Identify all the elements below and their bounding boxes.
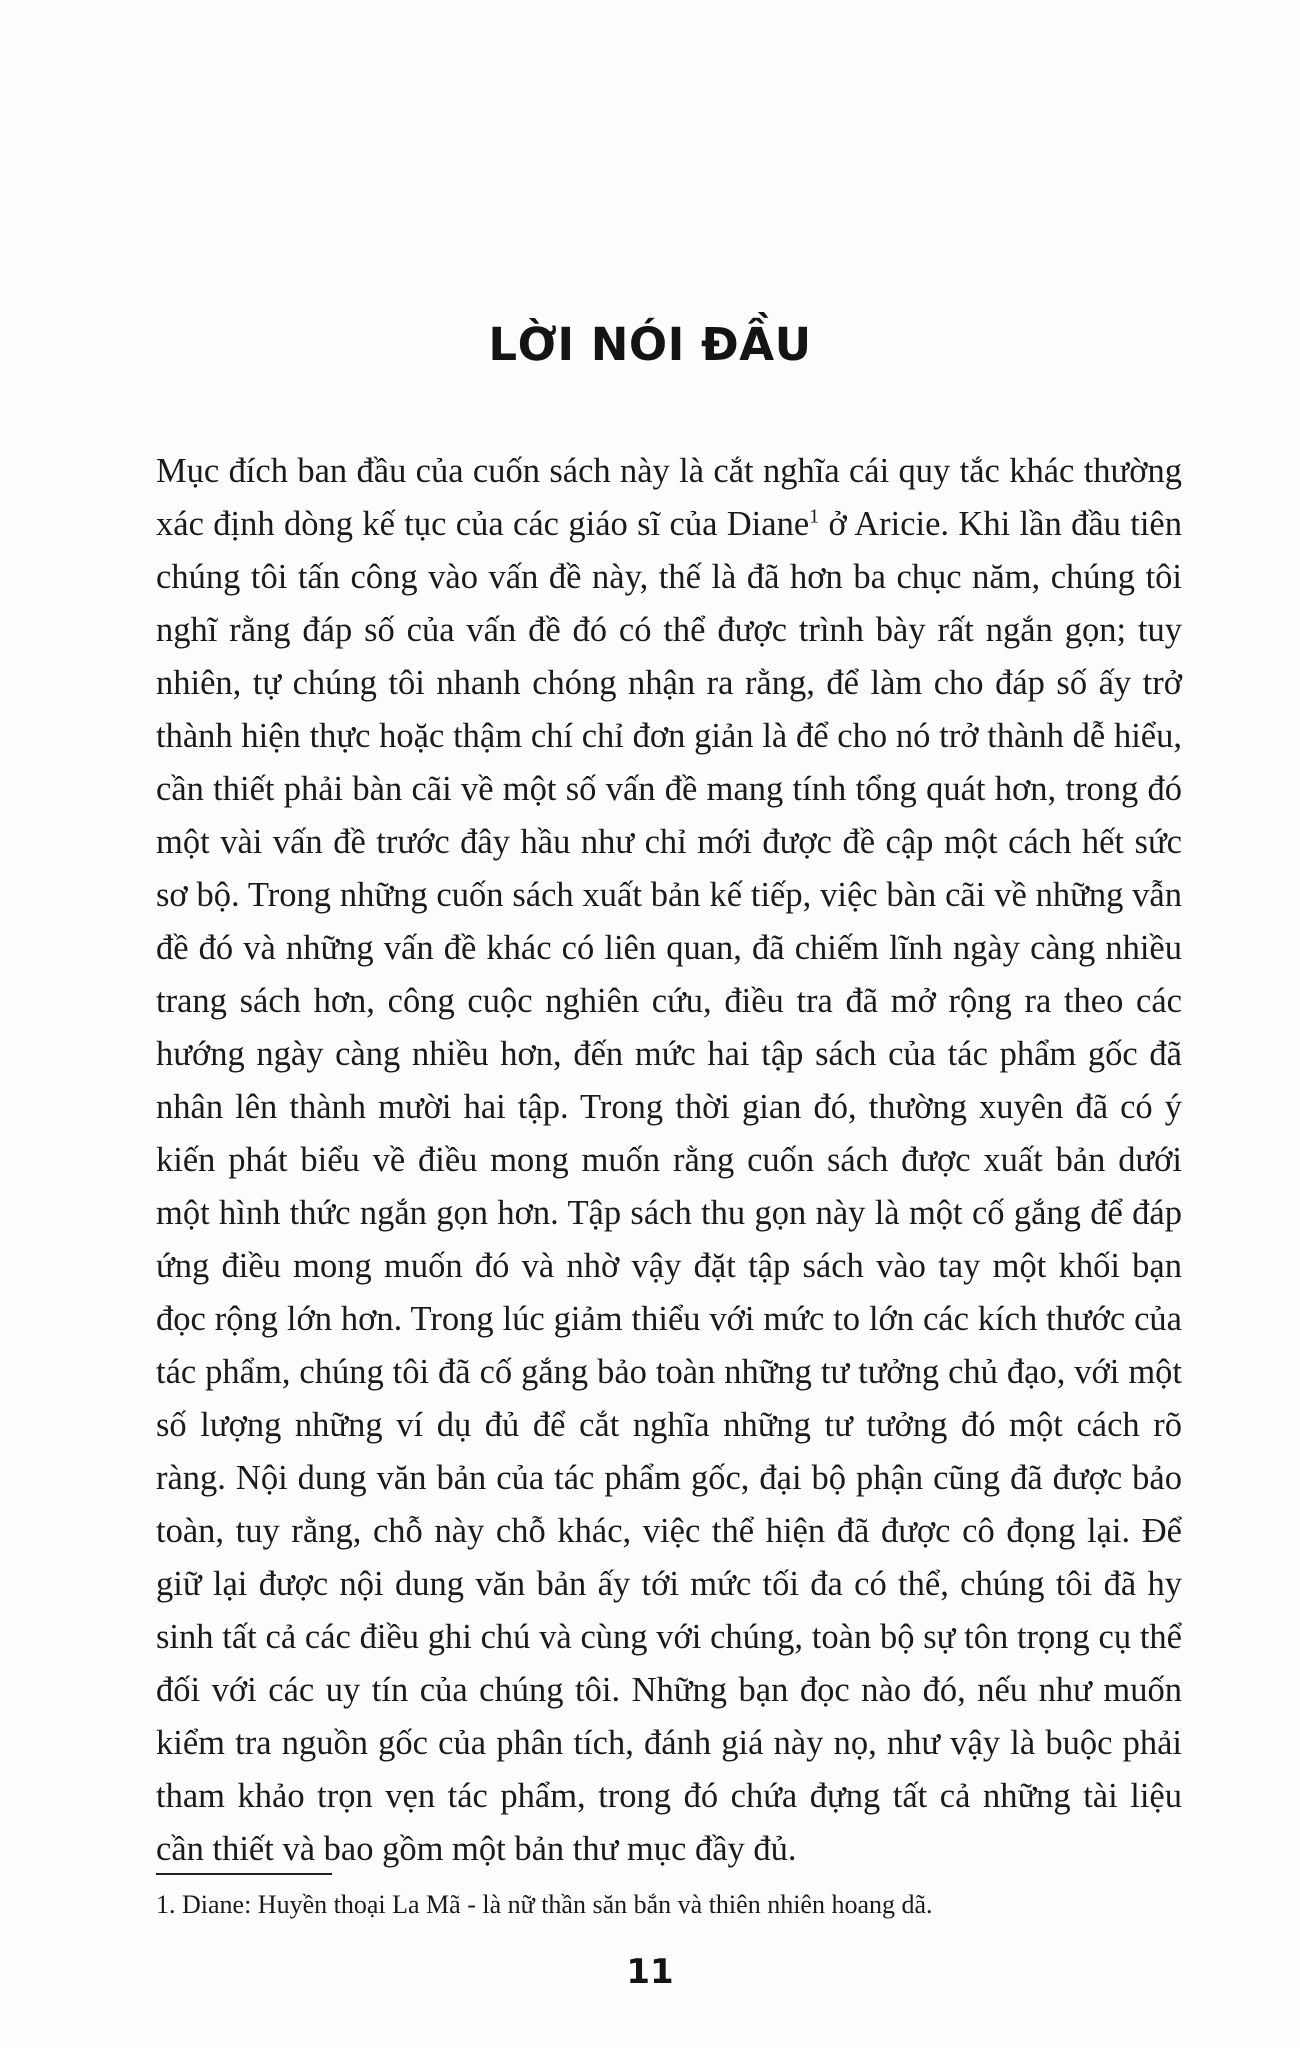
footnote-divider (156, 1873, 332, 1875)
body-paragraph (156, 445, 1182, 1876)
paragraph-text-rest: ở Aricie. Khi lần đầu tiên chúng tôi tấn công vào vấn đề này, thế là đã hơn ba chục năm, chúng tôi nghĩ rằng đáp số của vấn đề đó có thể được trình bày rất ngắn gọn; tuy nhiên, tự chúng tôi nhanh chóng nhận ra rằng, để làm cho đáp số ấy trở thành hiện thực hoặc thậm chí chỉ đơn giản là để cho nó trở thành dễ hiểu, cần thiết phải bàn cãi về một số vấn đề mang tính tổng quát hơn, trong đó một vài vấn đề trước đây hầu như chỉ mới được đề cập một cách hết sức sơ bộ. Trong những cuốn sách xuất bản kế tiếp, việc bàn cãi về những vẫn đề đó và những vấn đề khác có liên quan, đã chiếm lĩnh ngày càng nhiều trang sách hơn, công cuộc nghiên cứu, điều tra đã mở rộng ra theo các hướng ngày càng nhiều hơn, đến mức hai tập sách của tác phẩm gốc đã nhân lên thành mười hai tập. Trong thời gian đó, thường xuyên đã có ý kiến phát biểu về điều mong muốn rằng cuốn sách được xuất bản dưới một hình thức ngắn gọn hơn. Tập sách thu gọn này là một cố gắng để đáp ứng điều mong muốn đó và nhờ vậy đặt tập sách vào tay một khối bạn đọc rộng lớn hơn. Trong lúc giảm thiểu với mức to lớn các kích thước của tác phẩm, chúng tôi đã cố gắng bảo toàn những tư tưởng chủ đạo, với một số lượng những ví dụ đủ để cắt nghĩa những tư tưởng đó một cách rõ ràng. Nội dung văn bản của tác phẩm gốc, đại bộ phận cũng đã được bảo toàn, tuy rằng, chỗ này chỗ khác, việc thể hiện đã được cô đọng lại. Để giữ lại được nội dung văn bản ấy tới mức tối đa có thể, chúng tôi đã hy sinh tất cả các điều ghi chú và cùng với chúng, toàn bộ sự tôn trọng cụ thể đối với các uy tín của chúng tôi. Những bạn đọc nào đó, nếu như muốn kiểm tra nguồn gốc của phân tích, đánh giá này nọ, như vậy là buộc phải tham khảo trọn vẹn tác phẩm, trong đó chứa đựng tất cả những tài liệu cần thiết và bao gồm một bản thư mục đầy đủ. (156, 505, 1182, 1868)
paragraph-text-start: Mục đích ban đầu của cuốn sách này là cắt nghĩa cái quy tắc khác thường xác định dòng kế tục của các giáo sĩ của Diane (156, 452, 1182, 543)
footnote-marker: 1 (809, 505, 820, 528)
page-number: 11 (626, 1952, 674, 1992)
footnote-text: 1. Diane: Huyền thoại La Mã - là nữ thần săn bắn và thiên nhiên hoang dã. (156, 1890, 933, 1919)
page-title: LỜI NÓI ĐẦU (488, 318, 812, 371)
